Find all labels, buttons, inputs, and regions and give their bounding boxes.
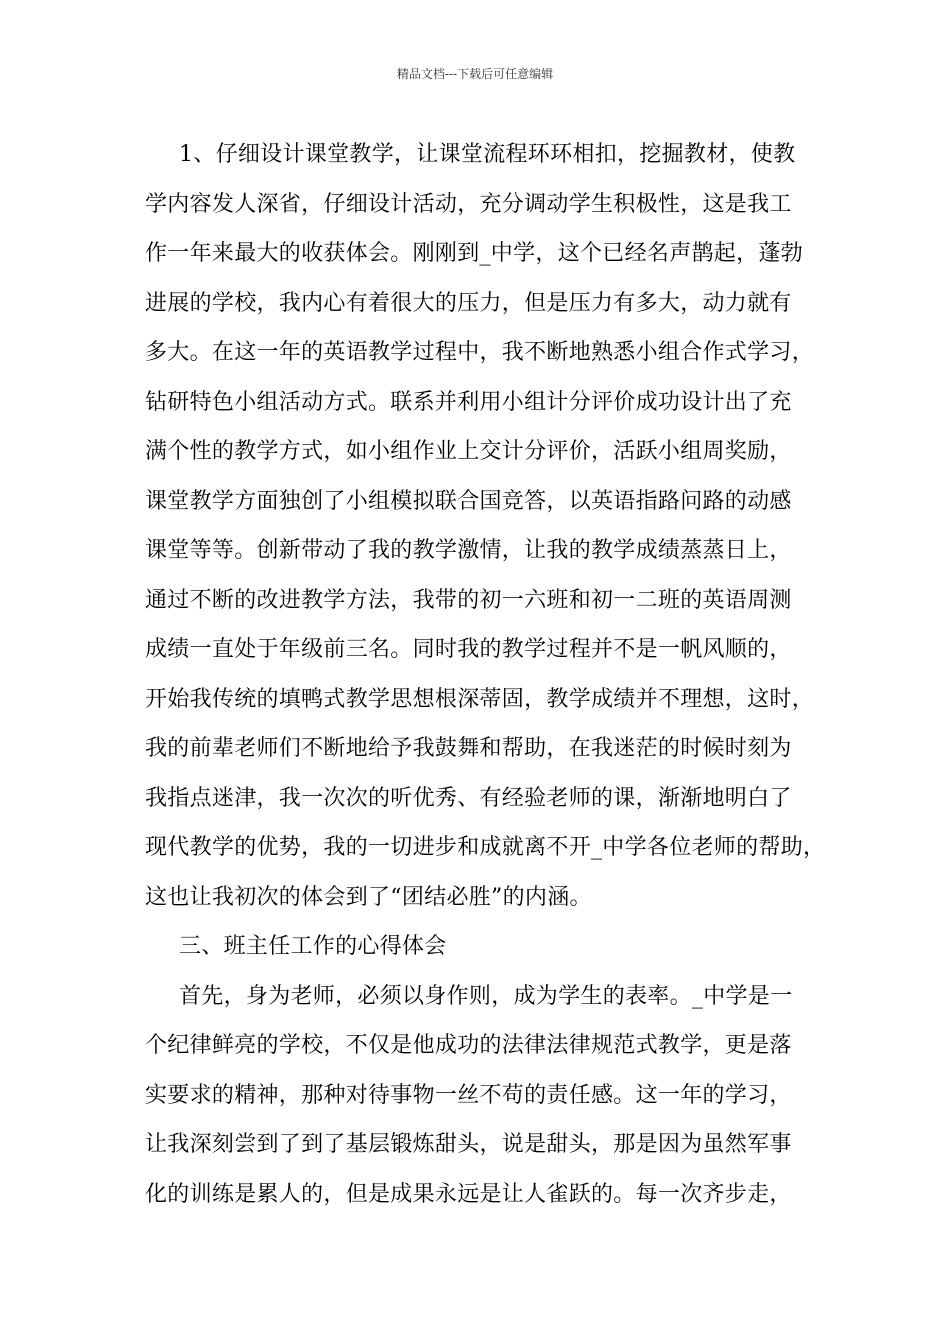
- text-line: 多大。在这一年的英语教学过程中，我不断地熟悉小组合作式学习，: [145, 340, 815, 365]
- text-line: 我指点迷津，我一次次的听优秀、有经验老师的课，渐渐地明白了: [145, 785, 792, 811]
- text-line: 1、仔细设计课堂教学，让课堂流程环环相扣，挖掘教材，使教: [179, 142, 796, 167]
- text-line: 进展的学校，我内心有着很大的压力，但是压力有多大，动力就有: [145, 290, 792, 316]
- text-line: 成绩一直处于年级前三名。同时我的教学过程并不是一帆风顺的，: [145, 637, 792, 662]
- document-body: [145, 130, 826, 1219]
- text-line: 开始我传统的填鸭式教学思想根深蒂固，教学成绩并不理想，这时，: [145, 686, 815, 712]
- text-line: 满个性的教学方式，如小组作业上交计分评价，活跃小组周奖励，: [145, 439, 792, 464]
- text-line: 化的训练是累人的，但是成果永远是让人雀跃的。每一次齐步走，: [145, 1181, 792, 1207]
- text-line: 课堂教学方面独创了小组模拟联合国竞答，以英语指路问路的动感: [145, 488, 792, 514]
- section-heading: 三、班主任工作的心得体会: [179, 934, 447, 959]
- text-line: 课堂等等。创新带动了我的教学激情，让我的教学成绩蒸蒸日上，: [145, 538, 792, 563]
- text-line: 实要求的精神，那种对待事物一丝不苟的责任感。这一年的学习，: [145, 1082, 792, 1108]
- text-line: 我的前辈老师们不断地给予我鼓舞和帮助，在我迷茫的时候时刻为: [145, 736, 792, 761]
- text-line: 个纪律鲜亮的学校，不仅是他成功的法律法律规范式教学，更是落: [145, 1033, 792, 1058]
- text-line: 作一年来最大的收获体会。刚刚到_中学，这个已经名声鹊起，蓬勃: [145, 241, 804, 266]
- text-line: 通过不断的改进教学方法，我带的初一六班和初一二班的英语周测: [145, 587, 792, 613]
- text-line: 这也让我初次的体会到了“团结必胜”的内涵。: [145, 884, 592, 910]
- text-line: 钻研特色小组活动方式。联系并利用小组计分评价成功设计出了充: [145, 389, 792, 415]
- text-line: 让我深刻尝到了到了基层锻炼甜头，说是甜头，那是因为虽然军事: [145, 1132, 792, 1157]
- text-line: 学内容发人深省，仔细设计活动，充分调动学生积极性，这是我工: [145, 191, 792, 217]
- text-line: 现代教学的优势，我的一切进步和成就离不开_中学各位老师的帮助，: [145, 835, 826, 860]
- page-header: 精品文档---下载后可任意编辑: [396, 67, 554, 81]
- text-line: 首先，身为老师，必须以身作则，成为学生的表率。_中学是一: [179, 983, 793, 1009]
